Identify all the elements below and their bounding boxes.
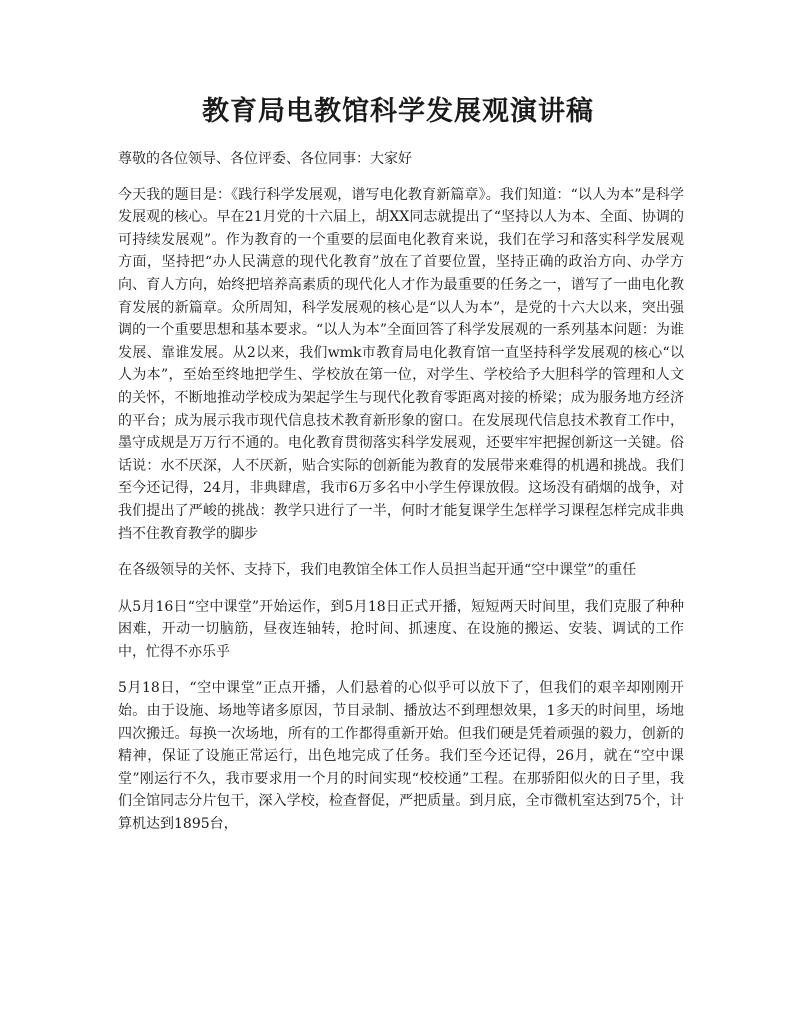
paragraph-support: 在各级领导的关怀、支持下，我们电教馆全体工作人员担当起开通“空中课堂”的重任	[118, 562, 637, 579]
paragraph-topic: 今天我的题目是：《践行科学发展观，谱写电化教育新篇章》。我们知道：“以人为本”是科学发展观的核心。早在21月党的十六届上，胡XX同志就提出了“坚持以人为本、全面、协调的可持续发展观”。作为教育的一个重要的层面电化教育来说，我们在学习和落实科学发展观方面，坚持把“办人民满意的现代化教育”放在了首要位置，坚持正确的政治方向、办学方向、育人方向，始终把培养高素质的现代化人才作为最重要的任务之一，谱写了一曲电化教育发展的新篇章。众所周知，科学发展观的核心是“以人为本”，是党的十六大以来，突出强调的一个重要思想和基本要求。“以人为本”全面回答了科学发展观的一系列基本问题：为谁发展、靠谁发展。从2以来，我们wmk市教育局电化教育馆一直坚持科学发展观的核心“以人为本”，至始至终地把学生、学校放在第一位，对学生、学校给予大胆科学的管理和人文的关怀，不断地推动学校成为架起学生与现代化教育零距离对接的桥梁；成为服务地方经济的平台；成为展示我市现代信息技术教育新形象的窗口。在发展现代信息技术教育工作中，墨守成规是万万行不通的。电化教育贯彻落实科学发展观，还要牢牢把握创新这一关键。俗话说：水不厌深，人不厌新，贴合实际的创新能为教育的发展带来难得的机遇和挑战。我们至今还记得，24月，非典肆虐，我市6万多名中小学生停课放假。这场没有硝烟的战争，对我们提出了严峻的挑战：教学只进行了一半，何时才能复课学生怎样学习课程怎样完成非典挡不住教育教学的脚步	[118, 186, 684, 542]
paragraph-salutation: 尊敬的各位领导、各位评委、各位同事：大家好	[118, 151, 412, 167]
paragraph-broadcast: 5月18日，“空中课堂”正点开播，人们悬着的心似乎可以放下了，但我们的艰辛却刚刚开始。由于设施、场地等诸多原因，节目录制、播放达不到理想效果，1多天的时间里，场地四次搬迁。每换一次场地，所有的工作都得重新开始。但我们硬是凭着顽强的毅力，创新的精神，保证了设施正常运行，出色地完成了任务。我们至今还记得，26月，就在“空中课堂”刚运行不久，我市要求用一个月的时间实现“校校通”工程。在那骄阳似火的日子里，我们全馆同志分片包干，深入学校，检查督促，严把质量。到月底，全市微机室达到75个，计算机达到1895台，	[118, 680, 684, 833]
document-title: 教育局电教馆科学发展观演讲稿	[202, 96, 594, 127]
paragraph-launch-prep: 从5月16日“空中课堂”开始运作，到5月18日正式开播，短短两天时间里，我们克服了种种困难，开动一切脑筋，昼夜连轴转，抢时间、抓速度、在设施的搬运、安装、调试的工作中，忙得不亦乐乎	[118, 598, 684, 660]
document-body	[118, 148, 684, 850]
